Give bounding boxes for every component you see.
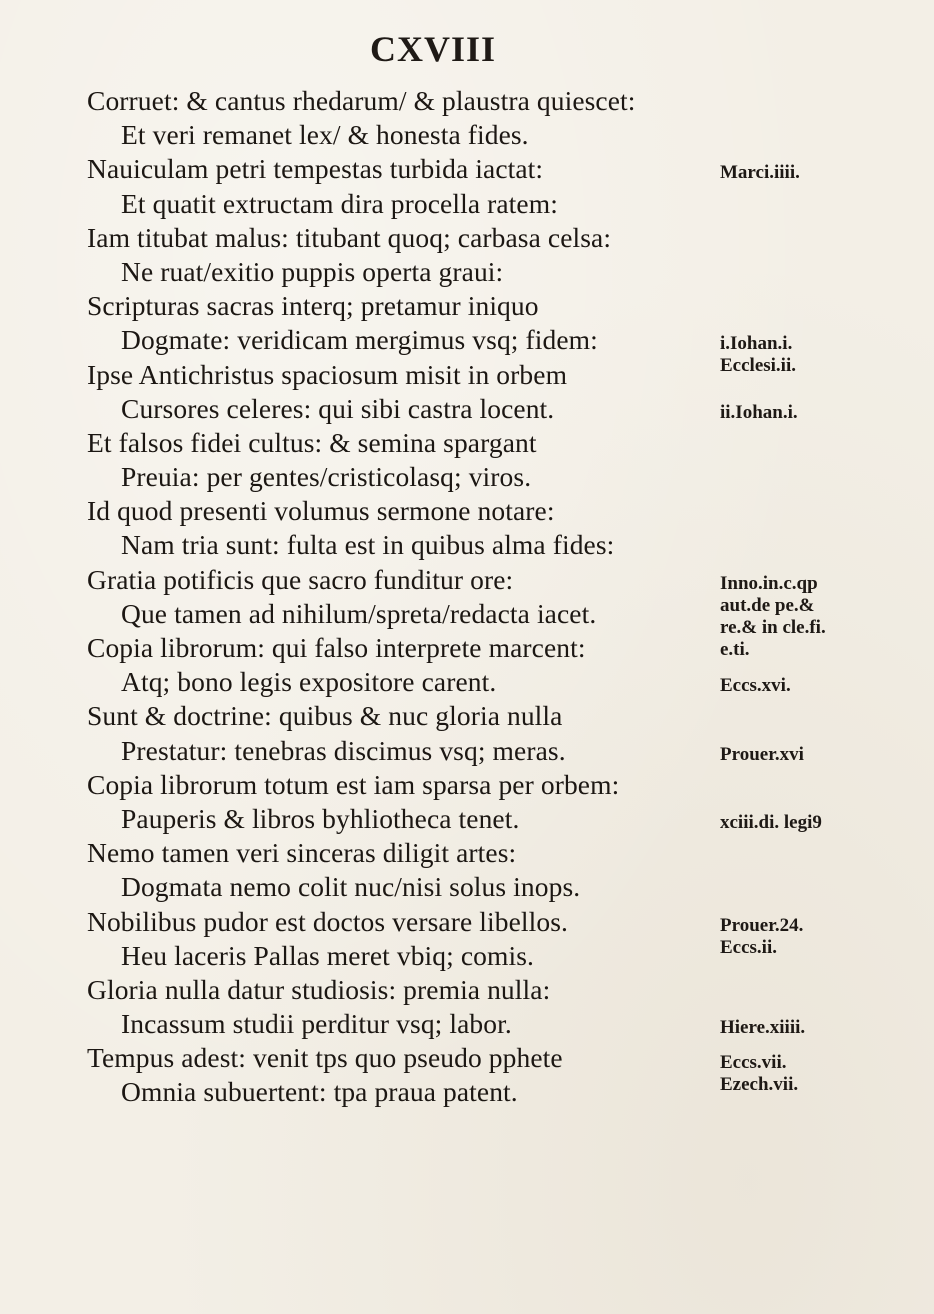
folio-number: CXVIII bbox=[369, 29, 497, 69]
margin-note bbox=[720, 675, 920, 697]
verse-line: Copia librorum totum est iam sparsa per orbem: bbox=[87, 768, 620, 800]
verse-line: Id quod presenti volumus sermone notare: bbox=[87, 495, 555, 527]
verse-line: Copia librorum: qui falso interprete marcent: bbox=[87, 632, 586, 663]
verse-line: Et falsos fidei cultus: & semina spargant bbox=[87, 426, 537, 458]
margin-note-line: i.Iohan.i. bbox=[720, 333, 793, 355]
verse-line: Et veri remanet lex/ & honesta fides. bbox=[121, 119, 529, 151]
verse-line: Iam titubat malus: titubant quoq; carbasa celsa: bbox=[87, 221, 612, 253]
verse-line: Omnia subuertent: tpa praua patent. bbox=[121, 1076, 518, 1108]
verse-line: Pauperis & libros byhliotheca tenet. bbox=[121, 802, 520, 834]
margin-note-line: ii.Iohan.i. bbox=[720, 401, 798, 423]
verse-line: Nobilibus pudor est doctos versare libellos. bbox=[87, 905, 568, 937]
margin-note bbox=[720, 573, 920, 661]
margin-note-line: Hiere.xiiii. bbox=[720, 1017, 806, 1039]
margin-note bbox=[720, 1017, 920, 1039]
verse-line: Incassum studii perditur vsq; labor. bbox=[121, 1008, 512, 1040]
verse-text bbox=[0, 84, 720, 1110]
margin-note-line: Prouer.xvi bbox=[720, 743, 804, 765]
verse-line: Dogmate: veridicam mergimus vsq; fidem: bbox=[121, 324, 598, 356]
margin-note bbox=[720, 333, 920, 377]
verse-line: Heu laceris Pallas meret vbiq; comis. bbox=[121, 939, 535, 971]
margin-note-line: Ezech.vii. bbox=[720, 1073, 799, 1095]
verse-line: Prestatur: tenebras discimus vsq; meras. bbox=[121, 734, 566, 766]
margin-note-line: Inno.in.c.qp bbox=[720, 572, 818, 594]
verse-line: Que tamen ad nihilum/spreta/redacta iacet. bbox=[121, 597, 597, 629]
margin-note-line: Eccs.vii. bbox=[720, 1051, 787, 1073]
verse-line: Tempus adest: venit tps quo pseudo pphete bbox=[87, 1042, 563, 1074]
margin-note bbox=[720, 744, 920, 766]
margin-note-line: re.& in cle.fi. bbox=[720, 616, 826, 638]
verse-line: Et quatit extructam dira procella ratem: bbox=[121, 187, 558, 219]
margin-note bbox=[720, 915, 920, 959]
margin-note-line: Prouer.24. bbox=[720, 914, 804, 936]
margin-note-line: Eccs.ii. bbox=[720, 936, 777, 958]
verse-line: Sunt & doctrine: quibus & nuc gloria nulla bbox=[87, 700, 563, 732]
margin-note bbox=[720, 162, 920, 184]
verse-line: Gratia potificis que sacro funditur ore: bbox=[87, 563, 514, 595]
margin-note bbox=[720, 402, 920, 424]
verse-line: Cursores celeres: qui sibi castra locent. bbox=[121, 392, 555, 424]
verse-line: Preuia: per gentes/cristicolasq; viros. bbox=[121, 461, 532, 493]
verse-line: Nemo tamen veri sinceras diligit artes: bbox=[87, 837, 517, 869]
verse-line: Atq; bono legis expositore carent. bbox=[121, 666, 497, 698]
verse-line: Ne ruat/exitio puppis operta graui: bbox=[121, 255, 504, 287]
margin-note-line: Eccs.xvi. bbox=[720, 675, 791, 697]
verse-line: Scripturas sacras interq; pretamur iniquo bbox=[87, 290, 539, 322]
verse-line: Nauiculam petri tempestas turbida iactat: bbox=[87, 153, 544, 185]
verse-line: Dogmata nemo colit nuc/nisi solus inops. bbox=[121, 871, 581, 903]
margin-note-line: Ecclesi.ii. bbox=[720, 355, 796, 377]
margin-note-line: e.ti. bbox=[720, 638, 750, 660]
verse-line: Gloria nulla datur studiosis: premia nulla: bbox=[87, 973, 551, 1005]
verse-line: Ipse Antichristus spaciosum misit in orbem bbox=[87, 358, 568, 390]
margin-note bbox=[720, 1052, 920, 1096]
margin-note-line: xciii.di. legi9 bbox=[720, 812, 822, 834]
verse-line: Corruet: & cantus rhedarum/ & plaustra quiescet: bbox=[87, 85, 636, 116]
margin-note-line: Marci.iiii. bbox=[720, 162, 800, 184]
margin-note-line: aut.de pe.& bbox=[720, 594, 815, 616]
verse-line: Nam tria sunt: fulta est in quibus alma fides: bbox=[121, 529, 615, 561]
margin-note bbox=[720, 812, 920, 834]
